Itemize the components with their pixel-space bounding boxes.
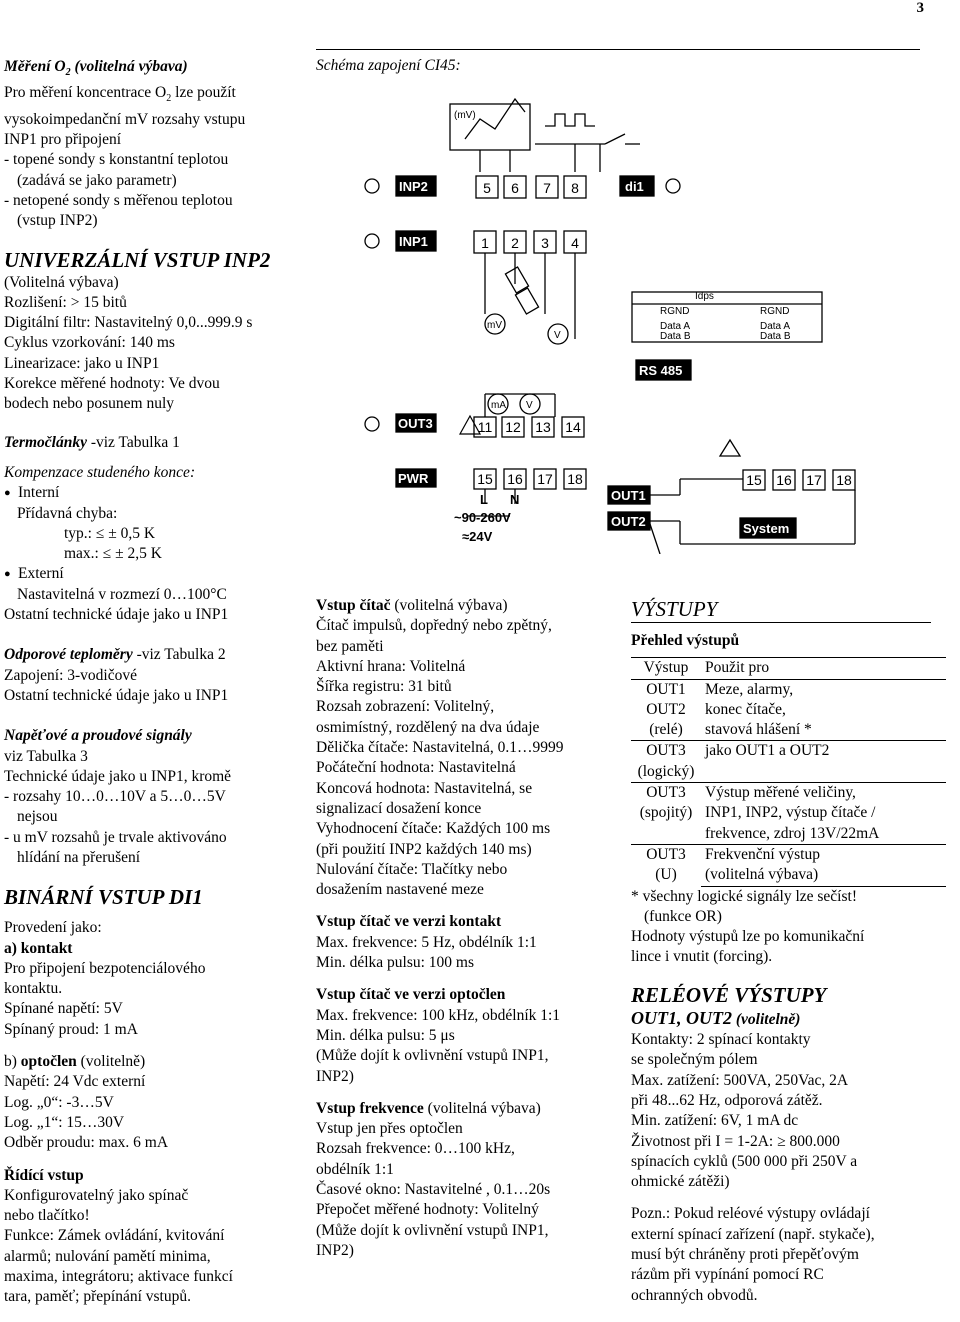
ctrl-line: Funkce: Zámek ovládání, kvitování bbox=[4, 1227, 225, 1245]
relay-line: Max. zatížení: 500VA, 250Vac, 2A bbox=[631, 1071, 849, 1089]
relay-line: Min. zatížení: 6V, 1 mA dc bbox=[631, 1112, 799, 1130]
data-b-right: Data B bbox=[760, 331, 791, 342]
rtd-line: Zapojení: 3-vodičové bbox=[4, 666, 137, 684]
relay-line: při 48...62 Hz, odporová zátěž. bbox=[631, 1091, 823, 1109]
relay-subheading: OUT1, OUT2 (volitelně) bbox=[631, 1007, 801, 1028]
out3-label: OUT3 bbox=[398, 416, 433, 431]
terminal-1: 1 bbox=[481, 235, 489, 251]
inp2-line: Korekce měřené hodnoty: Ve dvou bbox=[4, 375, 220, 393]
di1-line: Odběr proudu: max. 6 mA bbox=[4, 1134, 169, 1152]
v-meter-label: V bbox=[554, 330, 561, 341]
header-rule bbox=[316, 49, 920, 50]
ctrl-line: Konfigurovatelný jako spínač bbox=[4, 1186, 189, 1204]
volt-line: Technické údaje jako u INP1, kromě bbox=[4, 767, 232, 785]
l-label: L bbox=[480, 492, 488, 507]
data-a-left: Data A bbox=[660, 321, 691, 332]
terminal-3: 3 bbox=[541, 235, 549, 251]
control-input-heading: Řídící vstup bbox=[4, 1166, 84, 1184]
inp1-label: INP1 bbox=[399, 234, 428, 249]
table-row: OUT3 (spojitý) Výstup měřené veličiny, INP1, INP2, výstup čítače / frekvence, zdroj 13V/22mA bbox=[631, 783, 946, 845]
comp-other: Ostatní technické údaje jako u INP1 bbox=[4, 606, 229, 624]
note-line: lince i vnutit (forcing). bbox=[631, 948, 773, 966]
contact-line: Min. délka pulsu: 100 ms bbox=[316, 954, 475, 972]
note2-line: Pozn.: Pokud reléové výstupy ovládají bbox=[631, 1205, 870, 1223]
terminal-6: 6 bbox=[511, 180, 519, 196]
di1-label: di1 bbox=[625, 179, 644, 194]
pwr-label: PWR bbox=[398, 471, 429, 486]
inp2-line: (Volitelná výbava) bbox=[4, 273, 119, 291]
di1-line: Spínané napětí: 5V bbox=[4, 1000, 123, 1018]
column-middle bbox=[316, 596, 616, 1261]
counter-line: Rozsah zobrazení: Volitelný, bbox=[316, 698, 495, 716]
counter-line: signalizací dosažení konce bbox=[316, 799, 482, 817]
di1-line: kontaktu. bbox=[4, 980, 63, 998]
freq-line: Rozsah frekvence: 0…100 kHz, bbox=[316, 1140, 515, 1158]
note-line: Hodnoty výstupů lze po komunikační bbox=[631, 928, 865, 946]
inp2-line: Cyklus vzorkování: 140 ms bbox=[4, 334, 175, 352]
table-header-cell: Použit pro bbox=[701, 658, 946, 679]
terminal-2: 2 bbox=[511, 235, 519, 251]
rs485-label: RS 485 bbox=[639, 363, 683, 378]
counter-line: osmimístný, rozdělený na dva údaje bbox=[316, 718, 540, 736]
data-a-right: Data A bbox=[760, 321, 791, 332]
overview-heading: Přehled výstupů bbox=[631, 632, 740, 649]
o2-line: Pro měření koncentrace $O_2$ lze použít bbox=[4, 84, 236, 105]
counter-line: bez paměti bbox=[316, 637, 384, 655]
rtd-heading: Odporové teploměry -viz Tabulka 2 bbox=[4, 646, 226, 664]
column-left bbox=[4, 57, 304, 1308]
rgnd-right: RGND bbox=[760, 306, 790, 317]
counter-line: Aktivní hrana: Volitelná bbox=[316, 657, 466, 675]
table-row: OUT1 OUT2 (relé) Meze, alarmy, konec čítače, stavová hlášení * bbox=[631, 679, 946, 741]
note2-line: rázům při vypínání pomocí RC bbox=[631, 1266, 824, 1284]
thermocouple-heading: Termočlánky -viz Tabulka 1 bbox=[4, 433, 180, 451]
freq-line: (Může dojít k ovlivnění vstupů INP1, bbox=[316, 1221, 549, 1239]
sys-terminal-18: 18 bbox=[836, 472, 852, 488]
counter-line: dosažením nastavené meze bbox=[316, 881, 484, 899]
note-line: (funkce OR) bbox=[644, 907, 722, 925]
comp-range: Nastavitelná v rozmezí 0…100°C bbox=[17, 585, 227, 603]
di1-heading: BINÁRNÍ VSTUP DI1 bbox=[4, 885, 203, 910]
sys-terminal-16: 16 bbox=[776, 472, 792, 488]
sys-terminal-15: 15 bbox=[746, 472, 762, 488]
table-row: OUT3 (U) Frekvenční výstup (volitelná výbava) bbox=[631, 844, 946, 886]
relay-line: ohmické zátěži) bbox=[631, 1173, 730, 1191]
di1-contact: a) kontakt bbox=[4, 939, 73, 957]
volt-line: - u mV rozsahů je trvale aktivováno bbox=[4, 828, 227, 846]
counter-line: Počáteční hodnota: Nastavitelná bbox=[316, 759, 516, 777]
comp-added: Přídavná chyba: bbox=[17, 504, 118, 522]
table-row: OUT3 (logický) jako OUT1 a OUT2 bbox=[631, 741, 946, 783]
terminal-5: 5 bbox=[483, 180, 491, 196]
inp2-line: Digitální filtr: Nastavitelný 0,0...999.9 s bbox=[4, 314, 253, 332]
counter-line: Koncová hodnota: Nastavitelná, se bbox=[316, 779, 533, 797]
mv-meter-label: mV bbox=[487, 320, 502, 331]
terminal-15: 15 bbox=[477, 471, 493, 487]
dc24-label: ≈24V bbox=[462, 529, 493, 544]
o2-line: - topené sondy s konstantní teplotou bbox=[4, 151, 229, 169]
relay-heading: RELÉOVÉ VÝSTUPY bbox=[631, 982, 827, 1007]
n-label: N bbox=[510, 492, 520, 507]
note2-line: musí být chráněny proti přepěťovým bbox=[631, 1246, 859, 1264]
di1-line: Pro připojení bezpotenciálového bbox=[4, 959, 206, 977]
inp2-label: INP2 bbox=[399, 179, 428, 194]
di1-line: Provedení jako: bbox=[4, 919, 102, 937]
opto-line: (Může dojít k ovlivnění vstupů INP1, bbox=[316, 1047, 549, 1065]
voltage-heading: Napěťové a proudové signály bbox=[4, 727, 192, 745]
rtd-line: Ostatní technické údaje jako u INP1 bbox=[4, 686, 229, 704]
o2-line: (vstup INP2) bbox=[17, 212, 98, 230]
rgnd-left: RGND bbox=[660, 306, 690, 317]
relay-line: se společným pólem bbox=[631, 1051, 758, 1069]
ctrl-line: tara, paměť; přepínání vstupů. bbox=[4, 1288, 191, 1306]
terminal-8: 8 bbox=[571, 180, 579, 196]
ctrl-line: maxima, integrátoru; aktivace funkcí bbox=[4, 1268, 233, 1286]
volt-line: viz Tabulka 3 bbox=[4, 747, 88, 765]
terminal-11: 11 bbox=[477, 419, 493, 435]
contact-line: Max. frekvence: 5 Hz, obdélník 1:1 bbox=[316, 933, 537, 951]
note-line: * všechny logické signály lze sečíst! bbox=[631, 887, 857, 905]
o2-line: - netopené sondy s měřenou teplotou bbox=[4, 191, 233, 209]
column-right bbox=[631, 596, 956, 1306]
relay-line: Kontakty: 2 spínací kontakty bbox=[631, 1031, 811, 1049]
schema-title: Schéma zapojení CI45: bbox=[316, 57, 461, 74]
comp-max: max.: ≤ ± 2,5 K bbox=[64, 545, 162, 563]
ctrl-line: nebo tlačítko! bbox=[4, 1207, 90, 1225]
terminal-16: 16 bbox=[507, 471, 523, 487]
relay-line: Životnost při I = 1-2A: ≥ 800.000 bbox=[631, 1132, 840, 1150]
counter-line: Dělička čítače: Nastavitelná, 0.1…9999 bbox=[316, 739, 564, 757]
o2-line: (zadává se jako parametr) bbox=[17, 171, 177, 189]
counter-heading: Vstup čítač (volitelná výbava) bbox=[316, 597, 508, 614]
ma-meter-label: mA bbox=[491, 400, 506, 411]
opto-line: INP2) bbox=[316, 1067, 354, 1085]
terminal-4: 4 bbox=[571, 235, 579, 251]
inp2-line: Rozlišení: > 15 bitů bbox=[4, 293, 127, 311]
inp2-line: Linearizace: jako u INP1 bbox=[4, 354, 160, 372]
range-label: ~90-260V bbox=[454, 510, 511, 525]
counter-line: Vyhodnocení čítače: Každých 100 ms bbox=[316, 820, 551, 838]
relay-line: spínacích cyklů (500 000 při 250V a bbox=[631, 1152, 858, 1170]
freq-line: Přepočet měřené hodnoty: Volitelný bbox=[316, 1201, 539, 1219]
terminal-7: 7 bbox=[543, 180, 551, 196]
table-header-row bbox=[631, 658, 946, 679]
di1-line: Log. „0“: -3…5V bbox=[4, 1093, 114, 1111]
data-b-left: Data B bbox=[660, 331, 691, 342]
volt-line: nejsou bbox=[17, 808, 58, 826]
freq-line: INP2) bbox=[316, 1241, 354, 1259]
ctrl-line: alarmů; nulování pamětí minima, bbox=[4, 1247, 211, 1265]
inp2-heading: UNIVERZÁLNÍ VSTUP INP2 bbox=[4, 247, 271, 272]
terminal-17: 17 bbox=[537, 471, 553, 487]
di1-line: Spínaný proud: 1 mA bbox=[4, 1020, 138, 1038]
di1-opto: b) optočlen (volitelně) bbox=[4, 1053, 146, 1071]
terminal-12: 12 bbox=[505, 419, 521, 435]
note2-line: ochranných obvodů. bbox=[631, 1286, 758, 1304]
comp-external: ● Externí bbox=[4, 564, 304, 584]
wiring-diagram bbox=[350, 84, 895, 554]
counter-line: Nulování čítače: Tlačítky nebo bbox=[316, 860, 508, 878]
o2-line: vysokoimpedanční mV rozsahy vstupu bbox=[4, 110, 246, 128]
mv-label: (mV) bbox=[454, 110, 476, 121]
opto-line: Max. frekvence: 100 kHz, obdélník 1:1 bbox=[316, 1006, 561, 1024]
inp2-line: bodech nebo posunem nuly bbox=[4, 395, 175, 413]
comp-internal: ● Interní bbox=[4, 483, 304, 503]
o2-heading: Měření $O_2$ (volitelná výbava) bbox=[4, 58, 188, 79]
freq-line: Časové okno: Nastavitelné , 0.1…20s bbox=[316, 1181, 551, 1199]
system-label: System bbox=[743, 521, 790, 536]
opto-heading: Vstup čítač ve verzi optočlen bbox=[316, 986, 506, 1004]
freq-heading: Vstup frekvence (volitelná výbava) bbox=[316, 1099, 541, 1117]
di1-line: Napětí: 24 Vdc externí bbox=[4, 1073, 146, 1091]
sys-terminal-17: 17 bbox=[806, 472, 822, 488]
volt-line: hlídání na přerušení bbox=[17, 848, 141, 866]
di1-line: Log. „1“: 15…30V bbox=[4, 1113, 125, 1131]
outputs-table bbox=[631, 657, 946, 886]
compensation-heading: Kompenzace studeného konce: bbox=[4, 463, 196, 481]
out2-label: OUT2 bbox=[611, 514, 646, 529]
freq-line: Vstup jen přes optočlen bbox=[316, 1120, 463, 1138]
o2-line: INP1 pro připojení bbox=[4, 131, 122, 149]
terminal-13: 13 bbox=[535, 419, 551, 435]
out1-label: OUT1 bbox=[611, 488, 646, 503]
contact-heading: Vstup čítač ve verzi kontakt bbox=[316, 913, 502, 931]
note2-line: externí spínací zařízení (např. stykače), bbox=[631, 1225, 875, 1243]
page-number: 3 bbox=[916, 0, 924, 16]
terminal-14: 14 bbox=[565, 419, 581, 435]
top-label: Idps bbox=[695, 291, 714, 302]
counter-line: (při použití INP2 každých 140 ms) bbox=[316, 840, 532, 858]
volt-line: - rozsahy 10…0…10V a 5…0…5V bbox=[4, 788, 226, 806]
v-meter2-label: V bbox=[526, 400, 533, 411]
counter-line: Čítač impulsů, dopředný nebo zpětný, bbox=[316, 617, 552, 635]
outputs-heading: VÝSTUPY bbox=[631, 596, 931, 623]
opto-line: Min. délka pulsu: 5 μs bbox=[316, 1026, 455, 1044]
table-header-cell: Výstup bbox=[631, 658, 701, 679]
freq-line: obdélník 1:1 bbox=[316, 1160, 394, 1178]
counter-line: Šířka registru: 31 bitů bbox=[316, 678, 452, 696]
comp-typ: typ.: ≤ ± 0,5 K bbox=[64, 524, 156, 542]
terminal-18: 18 bbox=[567, 471, 583, 487]
